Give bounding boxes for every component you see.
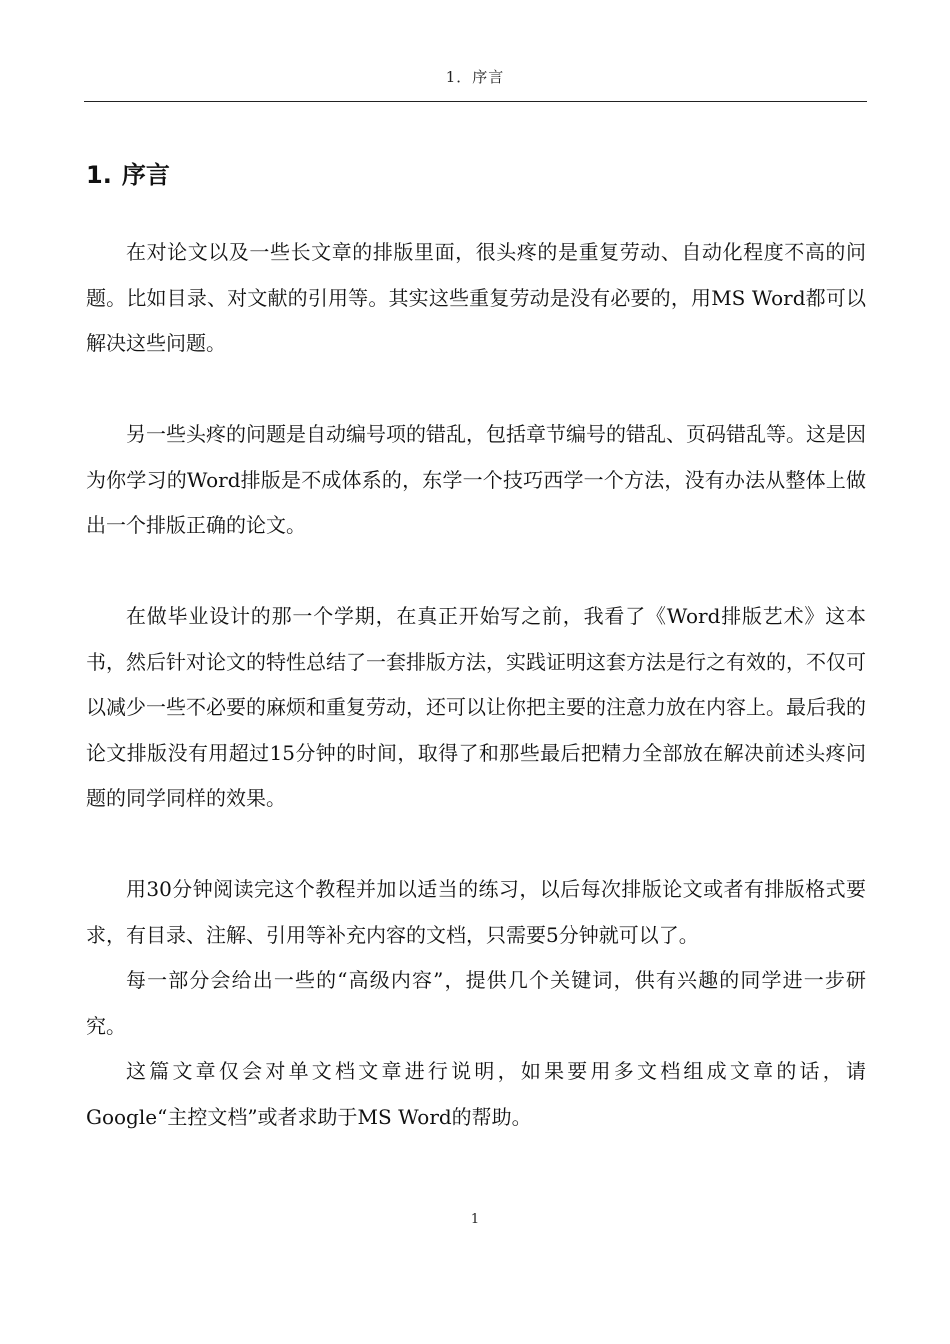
running-header: 1．序言 <box>445 68 505 86</box>
paragraph: 在做毕业设计的那一个学期，在真正开始写之前，我看了《Word排版艺术》这本书，然后针对论文的特性总结了一套排版方法，实践证明这套方法是行之有效的，不仅可以减少一些不必要的麻烦和重复劳动，还可以让你把主要的注意力放在内容上。最后我的论文排版没有用超过15分钟的时间，取得了和那些最后把精力全部放在解决前述头疼问题的同学同样的效果。 <box>86 604 866 810</box>
page-number: 1 <box>470 1212 480 1227</box>
section-number: 1. <box>86 161 112 189</box>
paragraph: 每一部分会给出一些的“高级内容”，提供几个关键词，供有兴趣的同学进一步研究。 <box>86 968 866 1038</box>
paragraph: 在对论文以及一些长文章的排版里面，很头疼的是重复劳动、自动化程度不高的问题。比如目录、对文献的引用等。其实这些重复劳动是没有必要的，用MS Word都可以解决这些问题。 <box>86 240 866 355</box>
paragraph: 另一些头疼的问题是自动编号项的错乱，包括章节编号的错乱、页码错乱等。这是因为你学习的Word排版是不成体系的，东学一个技巧西学一个方法，没有办法从整体上做出一个排版正确的论文。 <box>86 422 866 537</box>
paragraph: 这篇文章仅会对单文档文章进行说明，如果要用多文档组成文章的话，请Google“主控文档”或者求助于MS Word的帮助。 <box>86 1059 866 1129</box>
section-heading <box>86 155 170 190</box>
section-title: 序言 <box>121 161 170 189</box>
header-divider <box>84 101 867 102</box>
paragraph: 用30分钟阅读完这个教程并加以适当的练习，以后每次排版论文或者有排版格式要求，有目录、注解、引用等补充内容的文档，只需要5分钟就可以了。 <box>86 877 866 947</box>
body-text <box>86 230 866 1140</box>
